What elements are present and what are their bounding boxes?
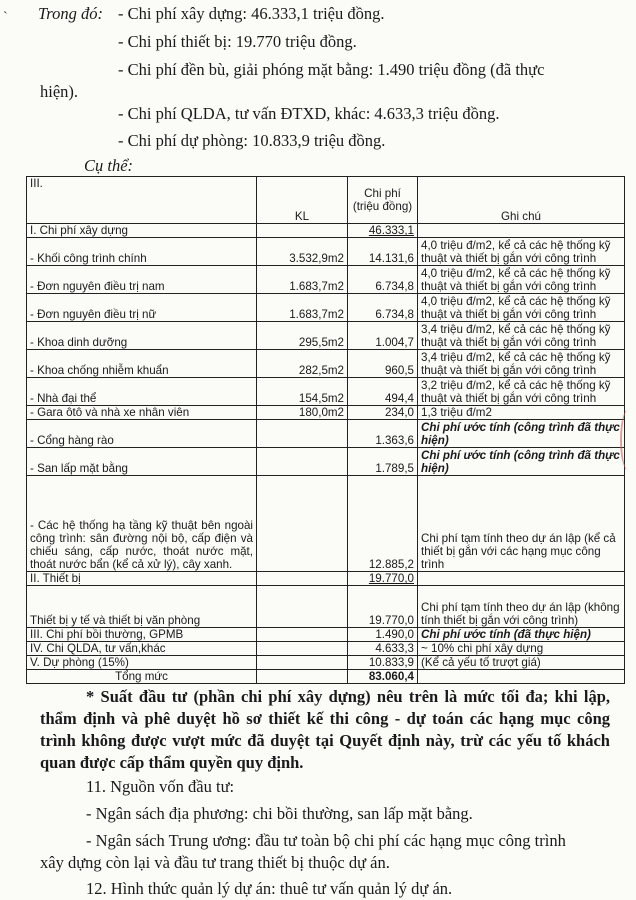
row-note	[418, 572, 625, 586]
row-name: - Cổng hàng rào	[27, 420, 257, 448]
table-row	[27, 448, 625, 476]
stray-mark: `	[3, 10, 8, 25]
row-note: Chi phí ước tính (công trình đã thực hiện)	[418, 420, 625, 448]
row-name: - Khoa chống nhiễm khuẩn	[27, 350, 257, 378]
table-total-row	[27, 670, 625, 684]
section-12-title: 12. Hình thức quản lý dự án: thuê tư vấn quản lý dự án.	[86, 879, 453, 898]
row-cost: 234,0	[348, 406, 418, 420]
table-row	[27, 238, 625, 266]
red-stamp-fragment	[620, 410, 636, 470]
row-note: (Kể cả yếu tố trượt giá)	[418, 656, 625, 670]
table-row	[27, 406, 625, 420]
table-row	[27, 572, 625, 586]
section-11-central-budget-2: xây dựng còn lại và đầu tư trang thiết bị thuộc dự án.	[40, 853, 390, 872]
intro-line-2: - Chi phí thiết bị: 19.770 triệu đồng.	[118, 32, 357, 51]
table-row	[27, 350, 625, 378]
row-name: Thiết bị y tế và thiết bị văn phòng	[27, 586, 257, 628]
table-row	[27, 642, 625, 656]
row-kl	[257, 420, 348, 448]
table-row	[27, 266, 625, 294]
section-11-central-budget-1: - Ngân sách Trung ương: đầu tư toàn bộ chi phí các hạng mục công trình	[86, 831, 566, 850]
row-cost: 19.770,0	[348, 572, 418, 586]
cost-table	[26, 176, 625, 684]
total-cost: 83.060,4	[348, 670, 418, 684]
row-cost: 10.833,9	[348, 656, 418, 670]
row-cost: 4.633,3	[348, 642, 418, 656]
row-cost: 12.885,2	[348, 476, 418, 572]
section-11-local-budget: - Ngân sách địa phương: chi bồi thường, san lấp mặt bằng.	[86, 804, 473, 823]
row-cost: 46.333,1	[348, 224, 418, 238]
row-note: ~ 10% chi phí xây dựng	[418, 642, 625, 656]
row-kl	[257, 224, 348, 238]
row-name: - Nhà đại thể	[27, 378, 257, 406]
table-row	[27, 378, 625, 406]
intro-line-4: - Chi phí QLDA, tư vấn ĐTXD, khác: 4.633,3 triệu đồng.	[118, 104, 500, 123]
row-name: - Các hệ thống hạ tầng kỹ thuật bên ngoài công trình: sân đường nội bộ, cấp điện và chiếu sáng, cấp nước, thoát nước mặt, thoát nước bẩn (kể cả xử lý), cây xanh.	[27, 476, 257, 572]
row-name: V. Dự phòng (15%)	[27, 656, 257, 670]
row-name: - San lấp mặt bằng	[27, 448, 257, 476]
row-kl: 3.532,9m2	[257, 238, 348, 266]
row-cost: 1.004,7	[348, 322, 418, 350]
row-cost: 1.789,5	[348, 448, 418, 476]
row-note: 4,0 triệu đ/m2, kể cả các hệ thống kỹ thuật và thiết bị gắn với công trình	[418, 238, 625, 266]
intro-line-3a: - Chi phí đền bù, giải phóng mặt bằng: 1.490 triệu đồng (đã thực	[118, 60, 545, 79]
row-cost: 1.363,6	[348, 420, 418, 448]
header-col1: III.	[27, 177, 257, 224]
row-kl: 180,0m2	[257, 406, 348, 420]
row-kl	[257, 642, 348, 656]
row-kl	[257, 586, 348, 628]
row-name: - Khối công trình chính	[27, 238, 257, 266]
header-chiphi: Chi phí (triệu đồng)	[348, 177, 418, 224]
table-row	[27, 656, 625, 670]
row-cost: 1.490,0	[348, 628, 418, 642]
row-kl: 1.683,7m2	[257, 294, 348, 322]
row-kl	[257, 670, 348, 684]
row-kl: 282,5m2	[257, 350, 348, 378]
total-label: Tổng mức	[27, 670, 257, 684]
row-cost: 6.734,8	[348, 266, 418, 294]
row-cost: 6.734,8	[348, 294, 418, 322]
row-note: Chi phí tạm tính theo dự án lập (không tính thiết bị gắn với công trình)	[418, 586, 625, 628]
row-note: 4,0 triệu đ/m2, kể cả các hệ thống kỹ thuật và thiết bị gắn với công trình	[418, 294, 625, 322]
table-row	[27, 586, 625, 628]
row-note	[418, 670, 625, 684]
row-name: III. Chi phí bồi thường, GPMB	[27, 628, 257, 642]
row-cost: 494,4	[348, 378, 418, 406]
row-name: IV. Chi QLDA, tư vấn,khác	[27, 642, 257, 656]
row-note: Chi phí tạm tính theo dự án lập (kể cả thiết bị gắn với các hạng mục công trình	[418, 476, 625, 572]
row-kl	[257, 476, 348, 572]
row-kl: 1.683,7m2	[257, 266, 348, 294]
header-kl: KL	[257, 177, 348, 224]
row-note: 3,2 triệu đ/m2, kể cả các hệ thống kỹ thuật và thiết bị gắn với công trình	[418, 378, 625, 406]
row-kl: 154,5m2	[257, 378, 348, 406]
table-row	[27, 224, 625, 238]
intro-line-5: - Chi phí dự phòng: 10.833,9 triệu đồng.	[118, 131, 386, 150]
table-row	[27, 628, 625, 642]
row-note: Chi phí ước tính (công trình đã thực hiện)	[418, 448, 625, 476]
intro-line-3b: hiện).	[40, 82, 79, 101]
row-cost: 19.770,0	[348, 586, 418, 628]
table-row	[27, 322, 625, 350]
row-name: II. Thiết bị	[27, 572, 257, 586]
row-note: 4,0 triệu đ/m2, kể cả các hệ thống kỹ thuật và thiết bị gắn với công trình	[418, 266, 625, 294]
row-note: 3,4 triệu đ/m2, kể cả các hệ thống kỹ thuật và thiết bị gắn với công trình	[418, 322, 625, 350]
row-kl: 295,5m2	[257, 322, 348, 350]
row-cost: 14.131,6	[348, 238, 418, 266]
table-row	[27, 476, 625, 572]
row-note: Chi phí ước tính (đã thực hiện)	[418, 628, 625, 642]
table-row	[27, 420, 625, 448]
row-note	[418, 224, 625, 238]
investment-note-paragraph: * Suất đầu tư (phần chi phí xây dựng) nêu trên là mức tối đa; khi lập, thẩm định và phê duyệt hồ sơ thiết kế thi công - dự toán các hạng mục công trình không được vượt mức đã duyệt tại Quyết định này, trừ các yếu tố khách quan được cấp thẩm quyền quy định.	[40, 687, 610, 772]
row-kl	[257, 656, 348, 670]
row-name: - Đơn nguyên điều trị nữ	[27, 294, 257, 322]
row-kl	[257, 572, 348, 586]
table-row	[27, 294, 625, 322]
row-cost: 960,5	[348, 350, 418, 378]
trong-do-label: Trong đó:	[38, 4, 103, 23]
row-name: - Đơn nguyên điều trị nam	[27, 266, 257, 294]
cu-the-label: Cụ thể:	[84, 156, 134, 175]
row-kl	[257, 628, 348, 642]
row-note: 1,3 triệu đ/m2	[418, 406, 625, 420]
header-ghichu: Ghi chú	[418, 177, 625, 224]
table-header-row	[27, 177, 625, 224]
row-note: 3,4 triệu đ/m2, kể cả các hệ thống kỹ thuật và thiết bị gắn với công trình	[418, 350, 625, 378]
row-name: - Khoa dinh dưỡng	[27, 322, 257, 350]
intro-line-1: - Chi phí xây dựng: 46.333,1 triệu đồng.	[118, 4, 385, 23]
row-kl	[257, 448, 348, 476]
row-name: - Gara ôtô và nhà xe nhân viên	[27, 406, 257, 420]
section-11-title: 11. Nguồn vốn đầu tư:	[86, 777, 235, 796]
row-name: I. Chi phí xây dựng	[27, 224, 257, 238]
